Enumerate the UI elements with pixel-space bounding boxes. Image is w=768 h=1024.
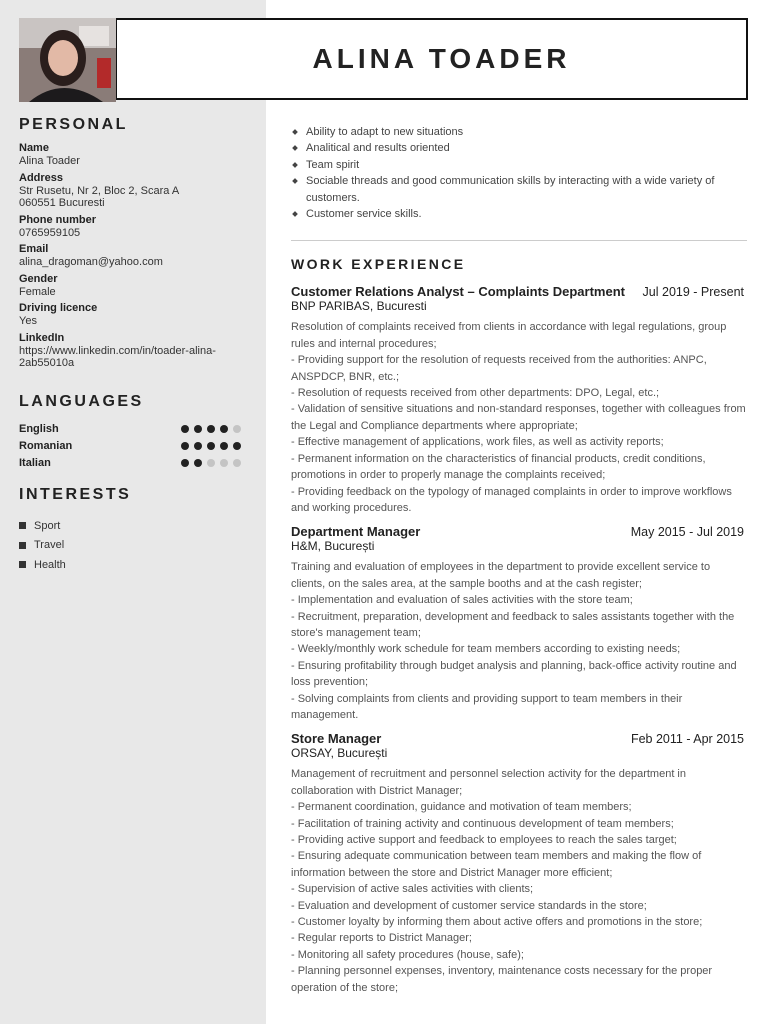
field-label: Name [19,142,49,154]
field-value: Female [19,285,56,298]
main-content [291,124,747,1004]
level-dot [194,442,202,450]
personal-fields [19,142,249,370]
level-dot [220,425,228,433]
language-name: Romanian [19,439,73,452]
field-label: Email [19,243,49,255]
job-header [291,524,747,539]
interest-item [19,555,66,575]
job-company: H&M, București [291,539,375,554]
job-date: Jul 2019 - Present [642,285,744,300]
level-dot [194,425,202,433]
job-company: ORSAY, București [291,746,388,761]
level-dot [181,425,189,433]
field-label: Phone number [19,213,97,226]
language-level-dots [181,425,241,433]
level-dot [181,442,189,450]
square-bullet-icon [19,542,26,549]
job-title: Customer Relations Analyst – Complaints Department [291,284,625,300]
skill-item: Analitical and results oriented [291,140,747,156]
skill-item: Team spirit [291,157,747,173]
job-date: Feb 2011 - Apr 2015 [630,732,744,747]
field-value: alina_dragoman@yahoo.com [19,256,163,268]
work-experience-heading: WORK EXPERIENCE [291,256,466,273]
level-dot [233,425,241,433]
level-dot [233,459,241,467]
profile-photo-image [19,18,116,102]
candidate-name: ALINA TOADER [312,43,571,74]
job-title: Department Manager [291,524,421,540]
interests-heading: INTERESTS [19,486,132,503]
field-value: Str Rusetu, Nr 2, Bloc 2, Scara A 060551 Bucuresti [19,184,180,209]
level-dot [220,442,228,450]
level-dot [207,425,215,433]
skill-item: Sociable threads and good communication skills by interacting with a wide variety of customers. [291,173,747,206]
field-label: Address [19,171,64,184]
section-divider [291,240,747,241]
interests-list [19,516,66,575]
level-dot [220,459,228,467]
field-label: LinkedIn [19,331,65,344]
job-date: May 2015 - Jul 2019 [630,525,744,540]
job-entry [291,284,747,516]
interest-item [19,516,66,536]
field-value: 0765959105 [19,226,81,239]
languages-list [19,420,244,471]
language-level-dots [181,459,241,467]
jobs-list [291,284,747,996]
field-value: Yes [19,315,37,327]
field-value: Alina Toader [19,155,80,167]
job-description: Management of recruitment and personnel selection activity for the department in collaboration with District Manager; - Permanent coordination, guidance and motivation of team members; - Facilitation of training activity and continuous development of team members; - Providing active support and feedback to employees to reach the sales target; - Ensuring adequate communication between team members and making the flow of information between the store and District Manager more efficient; - Supervision of active sales activities with clients; - Evaluation and development of customer service standards in the store; - Customer loyalty by informing them about active offers and promotions in the store; - Regular reports to District Manager; - Monitoring all safety procedures (house, safe); - Planning personnel expenses, inventory, maintenance costs necessary for the proper operation of the store; [291,768,713,994]
skill-item: Customer service skills. [291,206,747,222]
square-bullet-icon [19,561,26,568]
language-row [19,437,244,454]
job-title: Store Manager [291,731,382,747]
profile-photo [19,18,116,102]
field-label: Gender [19,272,58,285]
interest-label: Health [34,558,66,571]
interest-label: Sport [34,519,61,532]
name-header [115,18,748,100]
level-dot [207,442,215,450]
language-name: Italian [19,456,51,469]
job-description: Resolution of complaints received from clients in accordance with legal regulations, group rules and internal procedures; - Providing support for the resolution of requests received from the authorities: ANPC, ANSPDCP, BNR, etc.; - Resolution of requests received from other departments: DPO, Legal, etc.; - Validation of sensitive situations and non-standard responses, together with colleagues from the Legal and Compliance departments where appropriate; - Effective management of applications, work files, as well as activity reports; - Permanent information on the characteristics of financial products, credit conditions, promotions in order to properly manage the complaints received; - Providing feedback on the typology of managed complaints in order to improve workflows and working procedures. [291,321,746,514]
level-dot [207,459,215,467]
job-header [291,284,747,299]
language-row [19,454,244,471]
field-value: https://www.linkedin.com/in/toader-alina- 2ab55010a [19,344,216,369]
job-company: BNP PARIBAS, Bucuresti [291,299,427,314]
job-description: Training and evaluation of employees in the department to provide excellent service to clients, on the sales area, at the sample booths and at the cash register; - Implementation and evaluation of sales activities with the store team; - Recruitment, preparation, development and feedback to sales assistants together with the store's management team; - Weekly/monthly work schedule for team members according to existing needs; - Ensuring profitability through budget analysis and planning, back-office activity routine and loss prevention; - Solving complaints from clients and providing support to team members in their management. [291,561,737,721]
interest-label: Travel [34,539,65,552]
level-dot [181,459,189,467]
language-row [19,420,244,437]
interest-item [19,536,66,556]
level-dot [233,442,241,450]
personal-heading: PERSONAL [19,116,128,133]
language-name: English [19,422,59,435]
skill-item: Ability to adapt to new situations [291,124,747,140]
square-bullet-icon [19,522,26,529]
personal-section [19,116,249,370]
job-entry [291,731,747,996]
languages-heading: LANGUAGES [19,393,144,410]
job-entry [291,524,747,723]
field-label: Driving licence [19,302,98,314]
job-header [291,731,747,746]
level-dot [194,459,202,467]
skills-list [291,124,747,222]
language-level-dots [181,442,241,450]
